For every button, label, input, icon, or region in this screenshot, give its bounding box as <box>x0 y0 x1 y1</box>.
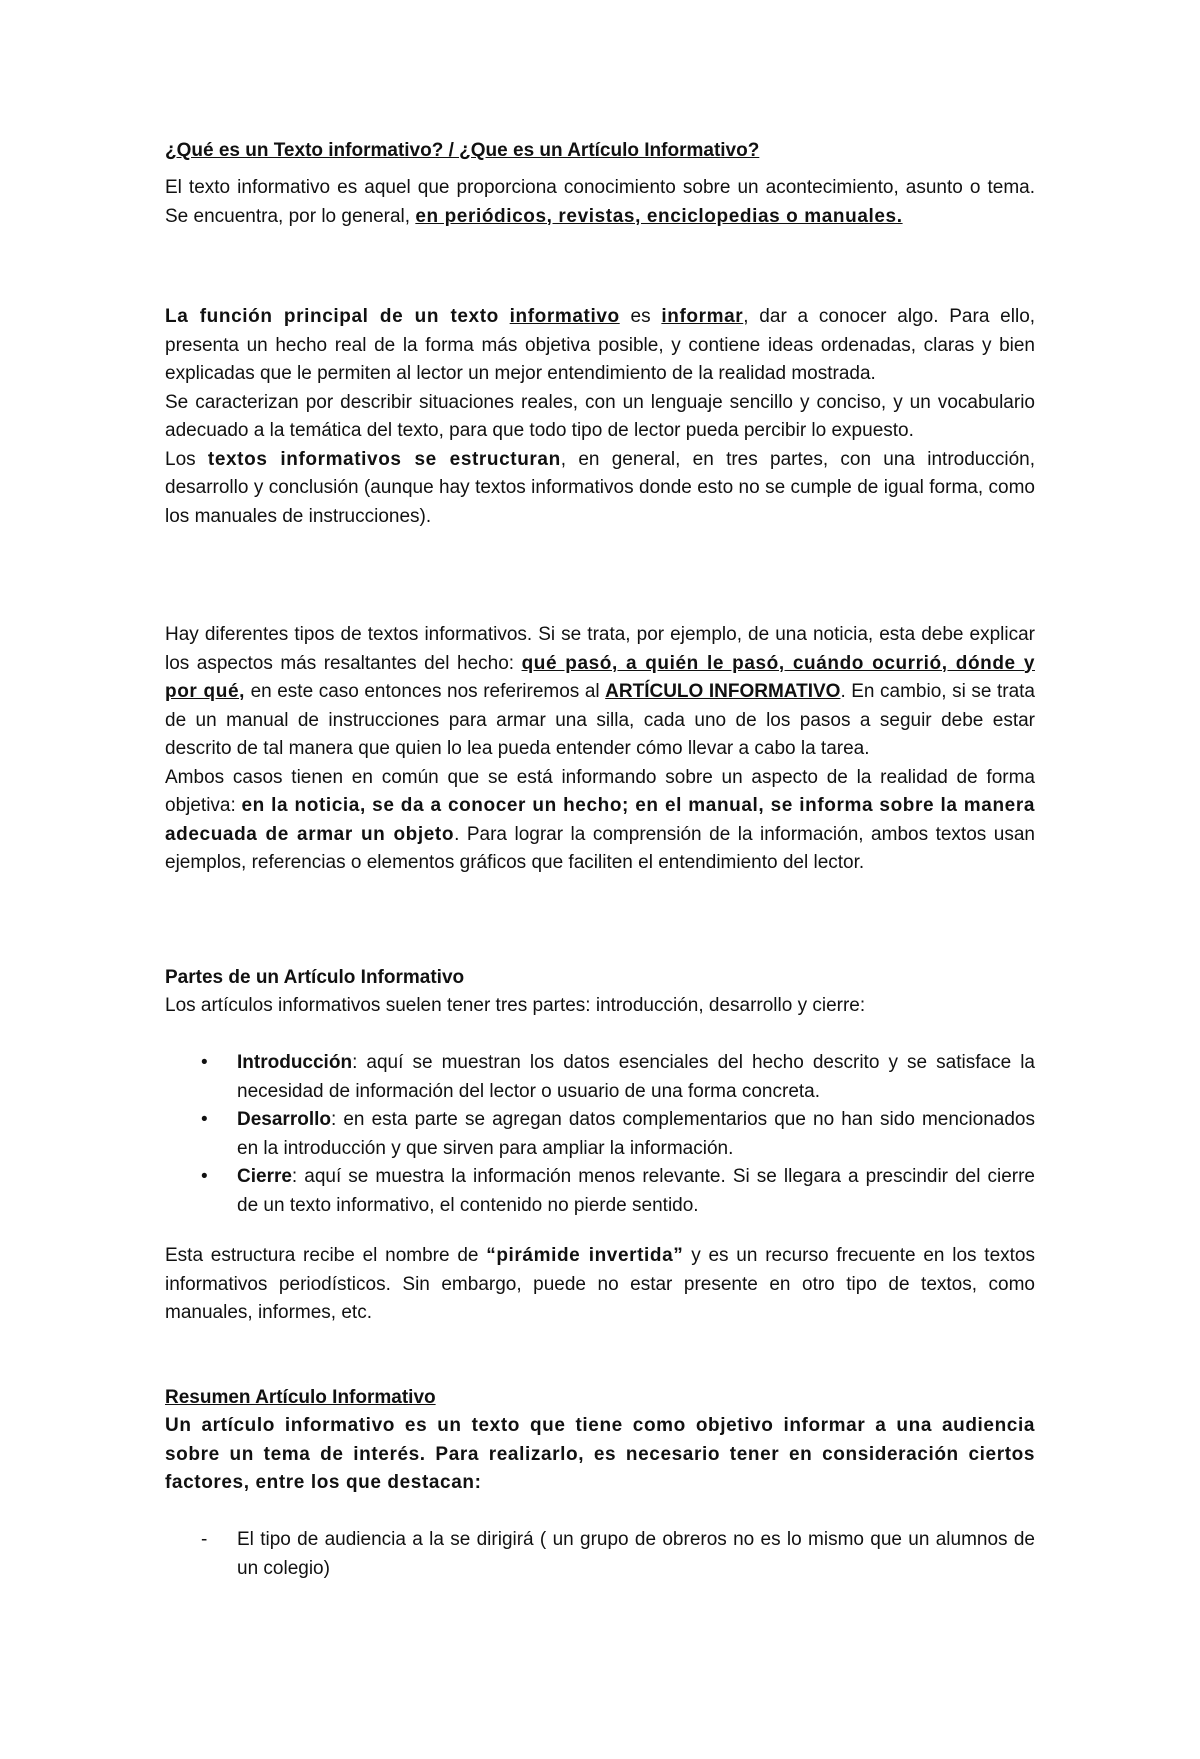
item-text: : en esta parte se agregan datos complementarios que no han sido mencionados en la introducción y que sirven para ampliar la información. <box>237 1109 1035 1159</box>
title-question: ¿Qué es un Texto informativo? / ¿Que es un Artículo Informativo? <box>165 140 760 161</box>
pyramid-emphasis: “pirámide invertida” <box>486 1245 684 1266</box>
function-text: , dar a conocer algo. Para ello, presenta un hecho real de la forma más objetiva posible, y contiene ideas ordenadas, claras y bien explicadas que le permiten al lector un mejor entendimiento de la realidad mostrada. <box>165 306 1036 384</box>
function-informar: informar <box>661 306 744 327</box>
function-es: es <box>630 306 651 327</box>
page-title <box>165 137 1035 166</box>
parts-lead: Los artículos informativos suelen tener tres partes: introducción, desarrollo y cierre: <box>165 995 866 1016</box>
common-paragraph <box>165 764 1035 878</box>
function-section <box>165 303 1035 531</box>
intro-emphasis: en periódicos, revistas, enciclopedias o manuales. <box>415 205 903 227</box>
types-questions: qué pasó, a quién le pasó, cuándo ocurrió, dónde y por qué, <box>165 652 1035 702</box>
summary-list <box>165 1526 1035 1583</box>
intro-text: El texto informativo es aquel que proporciona conocimiento sobre un acontecimiento, asunto o tema. Se encuentra, por lo general, <box>165 177 1035 227</box>
bullet-icon: • <box>201 1166 208 1187</box>
types-text: Hay diferentes tipos de textos informativos. Si se trata, por ejemplo, de una noticia, esta debe explicar los aspectos más resaltantes del hecho: <box>165 624 1035 674</box>
dash-marker: - <box>201 1529 208 1550</box>
pyramid-text-2: y es un recurso frecuente en los textos informativos periodísticos. Sin embargo, puede no estar presente en otro tipo de textos, como manuales, informes, etc. <box>165 1245 1035 1323</box>
intro-paragraph <box>165 174 1035 231</box>
types-paragraph <box>165 621 1035 764</box>
structure-los: Los <box>165 448 196 470</box>
bullet-icon: • <box>201 1109 208 1130</box>
structure-paragraph <box>165 446 1035 532</box>
common-emphasis: en la noticia, se da a conocer un hecho; en el manual, se informa sobre la manera adecuada de armar un objeto <box>165 795 1036 845</box>
item-term: Desarrollo <box>237 1109 331 1130</box>
bullet-icon: • <box>201 1052 208 1073</box>
summary-heading: Resumen Artículo Informativo <box>165 1387 436 1408</box>
common-text: Ambos casos tienen en común que se está informando sobre un aspecto de la realidad de forma objetiva: <box>165 766 1035 816</box>
types-text-3: . En cambio, si se trata de un manual de instrucciones para armar una silla, cada uno de los pasos a seguir debe estar descrito de tal manera que quien lo lea pueda entender cómo llevar a cabo la tarea. <box>165 681 1036 759</box>
pyramid-paragraph <box>165 1242 1035 1328</box>
list-item <box>165 1106 1035 1163</box>
function-lead: La función principal de un texto <box>165 306 499 327</box>
summary-body: Un artículo informativo es un texto que tiene como objetivo informar a una audiencia sobre un tema de interés. Para realizarlo, es necesario tener en consideración ciertos factores, entre los que destacan: <box>165 1415 1035 1493</box>
pyramid-text: Esta estructura recibe el nombre de <box>165 1245 479 1266</box>
list-item <box>165 1049 1035 1106</box>
parts-list <box>165 1049 1035 1220</box>
item-text: : aquí se muestra la información menos relevante. Si se llegara a prescindir del cierre de un texto informativo, el contenido no pierde sentido. <box>237 1166 1035 1216</box>
item-term: Cierre <box>237 1166 292 1187</box>
item-text: : aquí se muestran los datos esenciales del hecho descrito y se satisface la necesidad de información del lector o usuario de una forma concreta. <box>237 1052 1035 1102</box>
structure-emphasis: textos informativos se estructuran <box>207 448 561 470</box>
function-paragraph <box>165 303 1035 389</box>
common-text-2: . Para lograr la comprensión de la información, ambos textos usan ejemplos, referencias o elementos gráficos que faciliten el entendimiento del lector. <box>165 823 1035 873</box>
item-text: El tipo de audiencia a la se dirigirá ( un grupo de obreros no es lo mismo que un alumnos de un colegio) <box>237 1529 1035 1579</box>
structure-text: , en general, en tres partes, con una introducción, desarrollo y conclusión (aunque hay textos informativos donde esto no se cumple de igual forma, como los manuales de instrucciones). <box>165 448 1035 527</box>
types-section <box>165 621 1035 878</box>
characteristics-paragraph: Se caracterizan por describir situaciones reales, con un lenguaje sencillo y conciso, y un vocabulario adecuado a la temática del texto, para que todo tipo de lector pueda percibir lo expuesto. <box>165 391 1035 441</box>
list-item <box>165 1526 1035 1583</box>
function-informativo: informativo <box>509 306 620 327</box>
list-item <box>165 1163 1035 1220</box>
types-articulo: ARTÍCULO INFORMATIVO <box>605 681 841 702</box>
parts-heading: Partes de un Artículo Informativo <box>165 967 465 988</box>
types-text-2: en este caso entonces nos referiremos al <box>250 681 600 702</box>
item-term: Introducción <box>237 1052 353 1073</box>
